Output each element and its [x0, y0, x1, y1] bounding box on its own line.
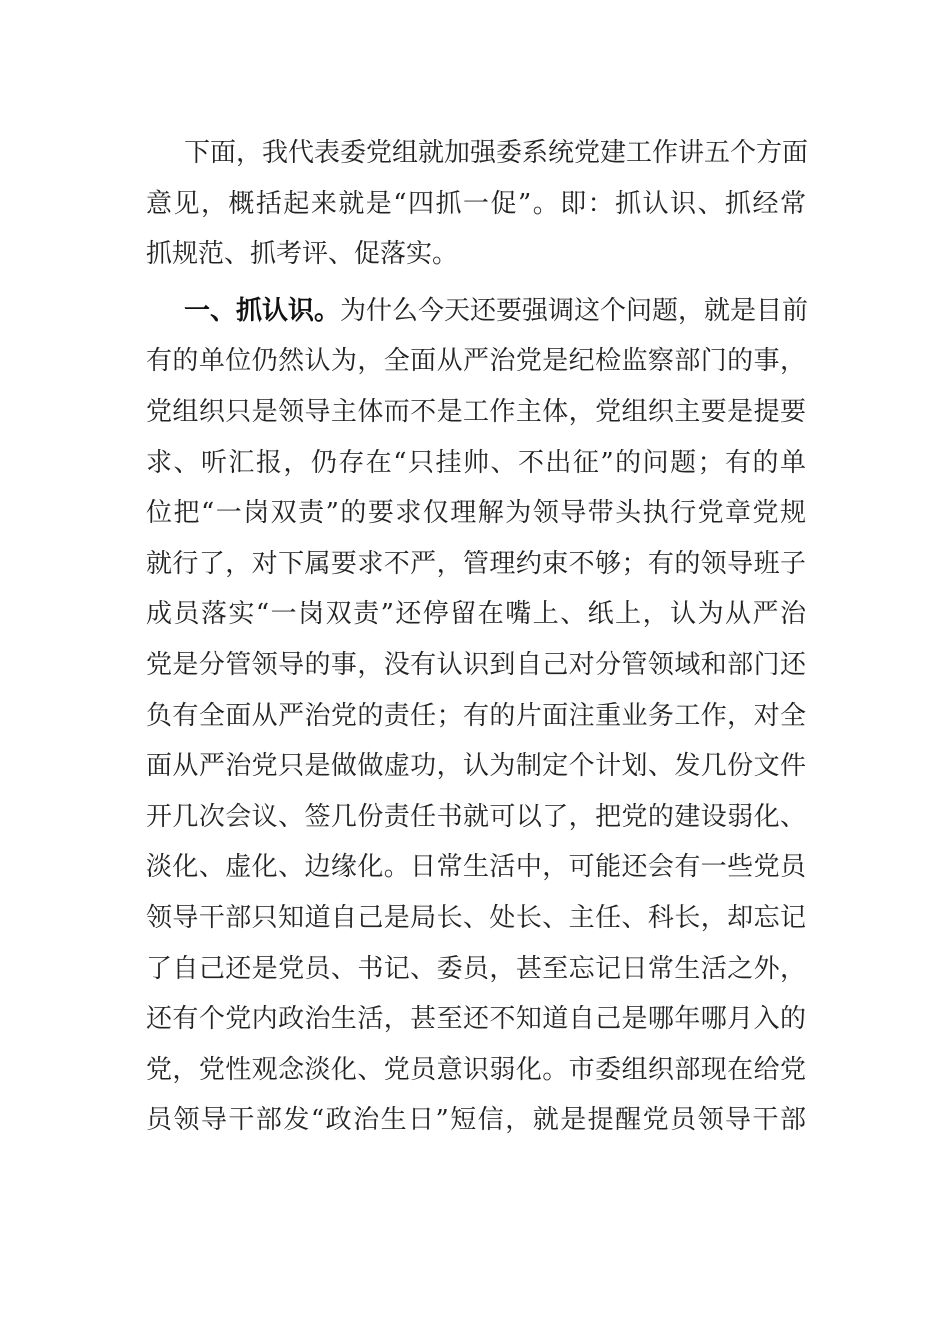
text-line: [146, 589, 806, 640]
line-text: 了自己还是党员、书记、委员，甚至忘记日常生活之外，: [146, 953, 806, 984]
text-line: [146, 128, 809, 179]
text-line: [146, 438, 806, 489]
text-line: [146, 741, 806, 792]
line-text: 党是分管领导的事，没有认识到自己对分管领域和部门还: [146, 649, 806, 680]
line-text: 领导干部只知道自己是局长、处长、主任、科长，却忘记: [146, 902, 806, 933]
line-text-rest: 为什么今天还要强调这个问题，就是目前: [340, 295, 809, 326]
text-line: [146, 640, 806, 691]
line-text: 成员落实“一岗双责”还停留在嘴上、纸上，认为从严治: [146, 599, 806, 630]
paragraph-intro: [146, 128, 809, 280]
text-line: [146, 387, 806, 438]
line-text: 有的单位仍然认为，全面从严治党是纪检监察部门的事，: [146, 346, 806, 377]
line-text: 意见，概括起来就是“四抓一促”。即：抓认识、抓经常: [146, 188, 806, 219]
section-heading: 一、抓认识。: [184, 295, 341, 326]
line-text: 党组织只是领导主体而不是工作主体，党组织主要是提要: [146, 396, 806, 427]
line-text: 负有全面从严治党的责任；有的片面注重业务工作，对全: [146, 700, 806, 731]
line-text: 抓规范、抓考评、促落实。: [146, 239, 459, 270]
text-line: [146, 994, 806, 1045]
text-line: [146, 792, 806, 843]
text-line: [146, 539, 806, 590]
text-line: [146, 286, 809, 337]
text-line: [146, 893, 806, 944]
text-line: [146, 229, 806, 280]
line-text: 下面，我代表委党组就加强委系统党建工作讲五个方面: [184, 138, 809, 168]
line-text: 还有个党内政治生活，甚至还不知道自己是哪年哪月入的: [146, 1004, 806, 1035]
line-text: 求、听汇报，仍存在“只挂帅、不出征”的问题；有的单: [146, 447, 806, 478]
text-line: [146, 691, 806, 742]
text-line: [146, 1045, 806, 1096]
line-text: 位把“一岗双责”的要求仅理解为领导带头执行党章党规: [146, 498, 806, 529]
line-text: 党，党性观念淡化、党员意识弱化。市委组织部现在给党: [146, 1054, 806, 1085]
text-line: [146, 944, 806, 995]
line-text: 开几次会议、签几份责任书就可以了，把党的建设弱化、: [146, 801, 806, 832]
text-line: [146, 179, 806, 230]
text-line: [146, 336, 806, 387]
text-line: [146, 842, 806, 893]
text-line: [146, 1095, 806, 1146]
text-line: [146, 488, 806, 539]
document-body: [146, 128, 809, 1146]
paragraph-section-one: [146, 286, 809, 1146]
line-text: 员领导干部发“政治生日”短信，就是提醒党员领导干部: [146, 1105, 806, 1136]
line-text: [184, 286, 809, 337]
line-text: 面从严治党只是做做虚功，认为制定个计划、发几份文件: [146, 751, 806, 782]
line-text: 就行了，对下属要求不严，管理约束不够；有的领导班子: [146, 548, 806, 579]
line-text: 淡化、虚化、边缘化。日常生活中，可能还会有一些党员: [146, 852, 806, 883]
